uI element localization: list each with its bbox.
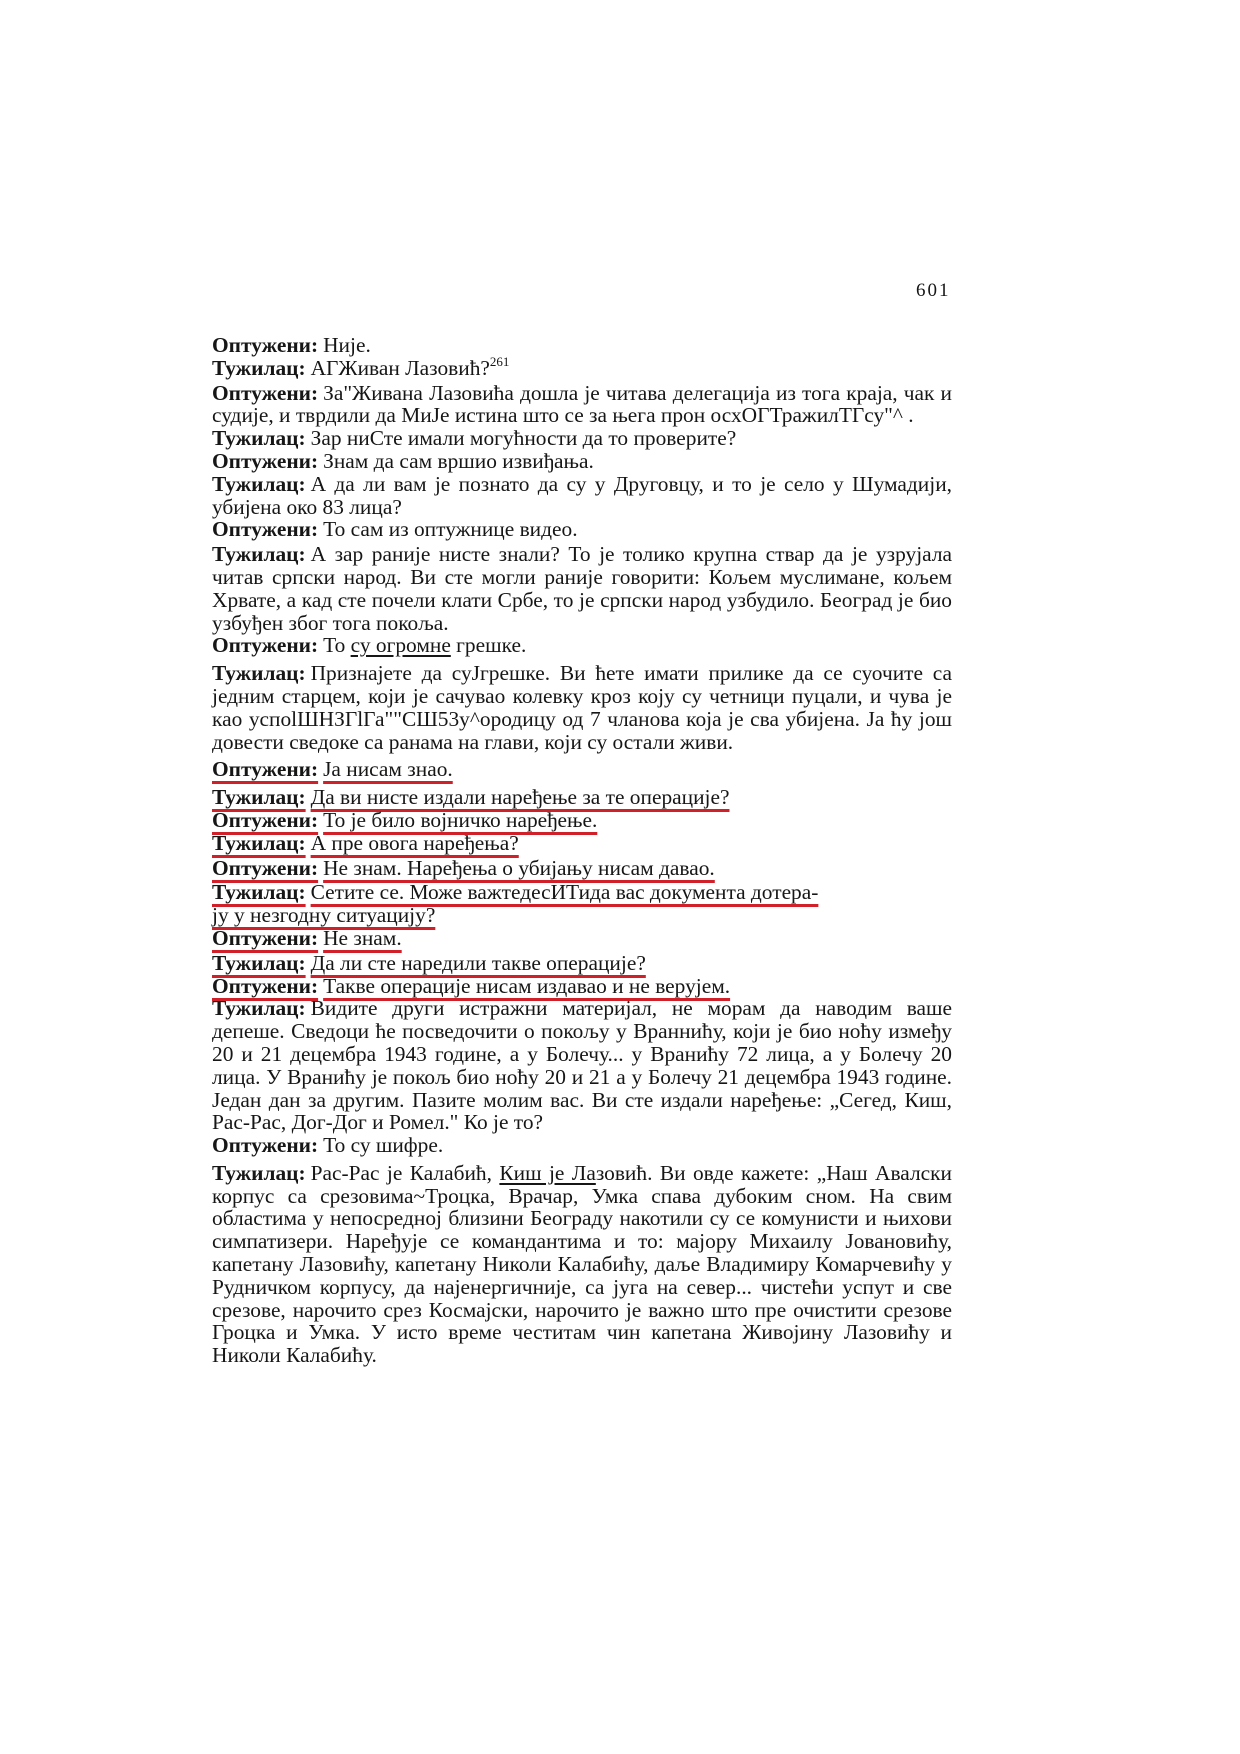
transcript-line-5 [212,450,952,473]
line-text-continued: ју у незгодну ситуацију? [212,903,436,928]
transcript-body [212,334,952,1367]
speaker-label: Оптужени: [212,333,319,357]
line-text: Није. [323,333,371,357]
transcript-line-6 [212,473,952,519]
speaker-label: Тужилац: [212,542,306,567]
line-text-tail: грешке. [450,633,527,658]
line-text: Сетите се. Може важтедесИТида вас документа дотера- [310,880,819,905]
speaker-label: Оптужени: [212,807,319,832]
transcript-line-1 [212,334,952,357]
transcript-line-15 [212,857,952,880]
transcript-line-20 [212,997,952,1134]
red-highlight-mark [212,757,453,781]
transcript-line-10 [212,662,952,753]
line-text: За"Живана Лазовића дошла је читава делегација из тога краја, чак и судије, и тврдили да МиЈе истина што се за њега прон осхОГТражилТГсу"^ . [212,380,952,428]
red-highlight-mark [212,831,519,855]
line-text: Знам да сам вршио извиђања. [323,448,594,473]
transcript-line-11 [212,758,952,781]
speaker-label: Тужилац: [212,996,306,1021]
red-highlight-mark [212,951,646,975]
transcript-line-14 [212,832,952,855]
transcript-line-13 [212,809,952,832]
line-text: То је било војничко наређење. [323,807,598,832]
transcript-line-17 [212,927,952,950]
speaker-label: Оптужени: [212,973,319,998]
red-highlight-mark [212,903,435,927]
line-text: Признајете да суЈгрешке. Ви ћете имати прилике да се суочите са једним старцем, који је сачувао колевку кроз коју су четници пуцали, и чува је као успоlШНЗГlГа""СШ53у^ородицу од 7 чланова која је сва убијена. Ја ћу још довести сведоке са ранама на глави, који су остали живи. [212,661,952,754]
underlined-phrase: су огромне [350,633,451,658]
red-highlight-mark [212,785,729,809]
underlined-phrase: Киш је Ла [499,1160,596,1185]
transcript-line-7 [212,518,952,541]
line-text: Ја нисам знао. [323,757,453,782]
line-text: Рас-Рас је Калабић, [310,1160,500,1185]
red-highlight-mark [212,926,402,950]
line-text: Видите други истражни материјал, не морам да наводим ваше депеше. Сведоци ће посведочити о покољу у Враннићу, који је био ноћу између 20 и 21 децембра 1943 године, а у Болечу... у Вранићу 72 лица, а у Болечу 20 лица. У Вранићу је покољ био ноћу 20 и 21 а у Болечу 21 децембра 1943 године. Један дан за другим. Пазите молим вас. Ви сте издали наређење: „Сегед, Киш, Рас-Рас, Дог-Дог и Ромел." Ко је то? [212,996,952,1135]
speaker-label: Тужилац: [212,880,306,905]
speaker-label: Тужилац: [212,830,306,855]
line-text: Такве операције нисам издавао и не верујем. [323,973,731,998]
red-highlight-mark [212,880,818,904]
speaker-label: Оптужени: [212,1133,319,1158]
transcript-line-9 [212,634,952,657]
line-text: Да ви нисте издали наређење за те операције? [310,785,730,810]
line-text: Зар ниСте имали могућности да то проверите? [310,426,737,451]
speaker-label: Тужилац: [212,950,306,975]
transcript-line-22 [212,1162,952,1367]
line-text: Не знам. [323,925,402,950]
transcript-line-16 [212,881,952,927]
speaker-label: Оптужени: [212,925,319,950]
speaker-label: Оптужени: [212,517,319,542]
speaker-label: Тужилац: [212,355,306,380]
speaker-label: Тужилац: [212,426,306,451]
line-text: АГЖиван Лазовић? [310,355,490,380]
line-text: А зар раније нисте знали? То је толико крупна ствар да је узрујала читав српски народ. Ви сте могли раније говорити: Кољем муслимане, кољем Хрвате, а кад сте почели клати Србе, то је српски народ узбудило. Београд је био узбуђен због тога покоља. [212,542,952,635]
speaker-label: Тужилац: [212,785,306,810]
line-text: То [323,633,351,658]
red-highlight-mark [212,808,597,832]
line-text: То сам из оптужнице видео. [323,517,578,542]
speaker-label: Оптужени: [212,757,319,782]
line-text: То су шифре. [323,1133,444,1158]
transcript-line-3 [212,382,952,428]
transcript-line-2 [212,353,952,380]
page-number: 601 [916,280,951,301]
line-text: Да ли сте наредили такве операције? [310,950,646,975]
line-text: А пре овога наређења? [310,830,519,855]
transcript-line-12 [212,786,952,809]
speaker-label: Тужилац: [212,661,306,686]
transcript-line-21 [212,1134,952,1157]
speaker-label: Тужилац: [212,471,306,496]
line-text: Не знам. Наређења о убијању нисам давао. [323,855,715,880]
speaker-label: Тужилац: [212,1160,306,1185]
line-text-tail: зовић. Ви овде кажете: „Наш Авалски корпус са срезовима~Троцка, Врачар, Умка спава дубоким сном. На свим областима у непосредној близини Београду накотили су се комунисти и њихови симпатизери. Наређује се командантима и то: мајору Михаилу Јовановићу, капетану Лазовићу, капетану Николи Калабићу, даље Владимиру Комарчевићу у Рудничком корпусу, да најенергичније, са југа на север... чистећи успут и све срезове, нарочито срез Космајски, нарочито је важно што пре очистити срезове Гроцка и Умка. У исто време честитам чин капетана Живојину Лазовићу и Николи Калабићу. [212,1160,952,1368]
speaker-label: Оптужени: [212,380,319,405]
transcript-line-19 [212,975,952,998]
transcript-line-4 [212,427,952,450]
speaker-label: Оптужени: [212,855,319,880]
footnote-ref: 261 [489,353,510,369]
transcript-line-18 [212,952,952,975]
speaker-label: Оптужени: [212,448,319,473]
line-text: А да ли вам је познато да су у Друговцу, и то је село у Шумадији, убијена око 83 лица? [212,471,952,519]
speaker-label: Оптужени: [212,633,319,658]
red-highlight-mark [212,856,715,880]
red-highlight-mark [212,974,730,998]
transcript-line-8 [212,543,952,634]
